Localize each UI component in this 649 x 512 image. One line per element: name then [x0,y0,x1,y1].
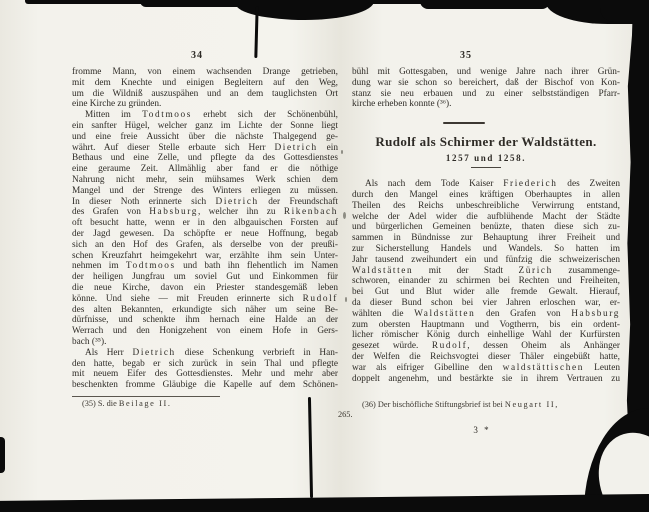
text-line: eine geraume Zeit. Allmählig aber fand er die nöthige [72,164,338,175]
letterspaced-emphasis: waldstättischen [502,362,584,373]
text-line: bach (³⁵). [72,336,107,347]
right-page-number: 35 [460,50,472,61]
right-page-intro [352,67,620,110]
text-line: zum obersten Hauptmann und Vogtherrn, bis ein ordent- [352,319,620,330]
scan-bottom-edge-band [0,494,649,512]
text-line: und bürgerlichen Gemeinen benüzte, thaten diese sich zu- [352,222,620,233]
paragraph [352,67,620,110]
right-page [338,50,621,436]
text-line: Mangel und der Strenge des Winters erliegen zu müssen. [72,185,338,196]
letterspaced-emphasis: Dietrich [215,196,259,207]
text-line: Werrach und den Honigzehent von einem Hofe in Gers- [72,326,338,337]
signature-mark: 3 * [473,425,491,436]
letterspaced-emphasis: Beilage II [118,398,168,408]
text-line: sammen in Bündnisse zur Behauptung ihrer Freiheit und [352,233,620,244]
left-page [72,50,338,409]
text-line: ein sanfter Hügel, welcher ganz im Lichte der Sonne liegt [72,120,338,131]
text-line: Nahrung nicht mehr, sein mühsames Werk schien dem [72,174,338,185]
text-line: schen Kreuzfahrt heimgekehrt war, erzählte ihm sein Unter- [72,250,338,261]
gutter-speck [341,150,343,154]
text-line: licher römischer König durch einhellige Wahl der Kurfürsten [352,330,620,341]
letterspaced-emphasis: Rikenbach [283,207,338,218]
text-line: nehmen im Todtmoos und bath ihn flehentlich im Namen [72,261,338,272]
letterspaced-emphasis: Habsburg [149,207,198,218]
right-footnote [338,400,620,420]
text-line: Als nach dem Tode Kaiser Friederich des Zweiten [365,179,620,190]
paragraph [72,348,338,391]
letterspaced-emphasis: Todtmoos [125,261,176,272]
text-line: durch den Mangel eines kräftigen Oberhauptes in allen [352,189,620,200]
text-line: mit neuem Eifer des Gottesdienstes. Mehr und mehr aber [72,369,338,380]
text-line: doppelt angenehm, und bestärkte sie in ihrem Vertrauen zu [352,373,620,384]
text-line: Theilen des Reichs unbeschreibliche Verwirrung entstand, [352,200,620,211]
section-title: Rudolf als Schirmer der Waldstätten. [375,134,597,150]
footnote-separator-rule [72,396,220,397]
text-line: eine Kirche zu gründen. [72,99,162,110]
text-line: welche der Adel wider die aufblühende Macht der Städte [352,211,620,222]
letterspaced-emphasis: Zürich [518,265,553,276]
text-line: dürfnisse, und schenkte ihm hernach eine Halde an der [72,315,338,326]
paragraph [352,179,620,384]
left-footnote [72,399,338,409]
letterspaced-emphasis: Rudolf [302,293,338,304]
text-line: des alten Bekannten, erkundigte sich näher um seine Be- [72,304,338,315]
text-line: Mitten im Todtmoos erhebt sich der Schönenbühl, [85,110,338,121]
text-line: Waldstätten mit der Stadt Zürich zusammenge- [352,265,620,276]
text-line: da dieser Bund schon bei vier Jahren erloschen war, er- [352,297,620,308]
text-line: schworen, einander zu schirmen bei Rechten und Freiheiten, [352,276,620,287]
paragraph [72,67,338,110]
text-line: In dieser Noth erinnerte sich Dietrich der Freundschaft [72,196,338,207]
letterspaced-emphasis: Rudolf [431,341,468,352]
letterspaced-emphasis: Todtmoos [142,110,192,121]
text-line: des Grafen von Habsburg, welcher ihn zu Rikenbach [72,207,338,218]
text-line: den hatte, begab er sich zurück in sein Thal und pflegte [72,358,338,369]
letterspaced-emphasis: Dietrich [132,347,176,358]
text-line: wählten die Waldstätten den Grafen von Habsburg [352,308,620,319]
left-page-number: 34 [191,50,203,61]
text-line: Jahr tausend zweihundert ein und fünfzig die schweizerischen [352,254,620,265]
text-line: der Jagd gewesen. Da schöpfte er neue Hoffnung, begab [72,228,338,239]
text-line: fromme Mann, von einem wachsenden Drange getrieben, [72,67,338,77]
text-line: Bethaus und eine Zelle, und pflegte da des Gottesdienstes [72,153,338,164]
text-line: zur Sicherstellung Handels und Wandels. So hatten im [352,243,620,254]
letterspaced-emphasis: Neugart II [504,400,556,410]
text-line: war als eifriger Gibelline den waldstättischen Leuten [352,362,620,373]
text-line: stanz sie neu erbauen und zu einer selbstständigen Pfarr- [352,88,620,99]
text-line: der heiligen Jungfrau um soviel Gut und Einkommen für [72,272,338,283]
text-line: und eine freie Aussicht über die nächste Thalgegend ge- [72,131,338,142]
text-line: um die Wildniß auszuspähen und an dem tauglichsten Ort [72,88,338,99]
dates-underline-rule [471,167,501,168]
left-page-body [72,67,338,391]
section-divider-rule [443,122,485,124]
right-page-body [352,179,620,384]
scan-top-ink-blob-right [420,0,550,9]
paragraph [72,110,338,348]
text-line: die neue Kirche, davon ein Priester standesgemäß leben [72,282,338,293]
scan-left-edge-mark [0,437,5,473]
text-line: der Welfen die Reichsvogtei dieser Thäler eingebüßt hatte, [352,351,620,362]
text-line: (35) S. die Beilage II. [82,398,170,408]
gutter-speck [345,297,347,302]
text-line: bühl mit Gottesgaben, und wenige Jahre nach ihrer Grün- [352,67,620,77]
letterspaced-emphasis: Waldstätten [414,308,476,319]
text-line: währt. Auf dieser Stelle erbaute sich Herr Dietrich ein [72,142,338,153]
letterspaced-emphasis: Waldstätten [352,265,414,276]
text-line: (36) Der bischöfliche Stiftungsbrief ist bei Neugart II, [362,400,558,410]
section-dates: 1257 und 1258. [445,153,527,164]
text-line: beschenkten fromme Gläubige die Kapelle auf dem Schönen- [72,380,338,391]
text-line: mit dem Knechte und einigen Begleitern auf den Weg, [72,77,338,88]
book-gutter-fold-line [308,397,313,498]
text-line: kirche erheben konnte (³⁶). [352,99,452,110]
text-line: 265. [338,410,353,420]
text-line: gesezet würde. Rudolf, dessen Oheim als Anhänger [352,341,621,352]
gutter-speck [343,212,346,219]
letterspaced-emphasis: Habsburg [571,308,620,319]
text-line: dung war sie schon so bereichert, daß der Bischof von Kon- [352,77,620,88]
text-line: sich an den Hof des Grafen, als derselbe von der preußi- [72,239,338,250]
text-line: Als Herr Dietrich diese Schenkung verbrieft in Han- [85,347,338,358]
text-line: oft besucht hatte, wenn er in den albgauischen Forsten auf [72,218,338,229]
letterspaced-emphasis: Friederich [503,179,558,190]
scan-right-edge-band-top [600,5,649,22]
letterspaced-emphasis: Dietrich [274,142,318,153]
text-line: bei Gut und Blut wider alle fremde Gewalt. Hierauf, [352,287,620,298]
text-line: könne. Und siehe — mit Freuden erinnerte sich Rudolf [72,293,338,304]
